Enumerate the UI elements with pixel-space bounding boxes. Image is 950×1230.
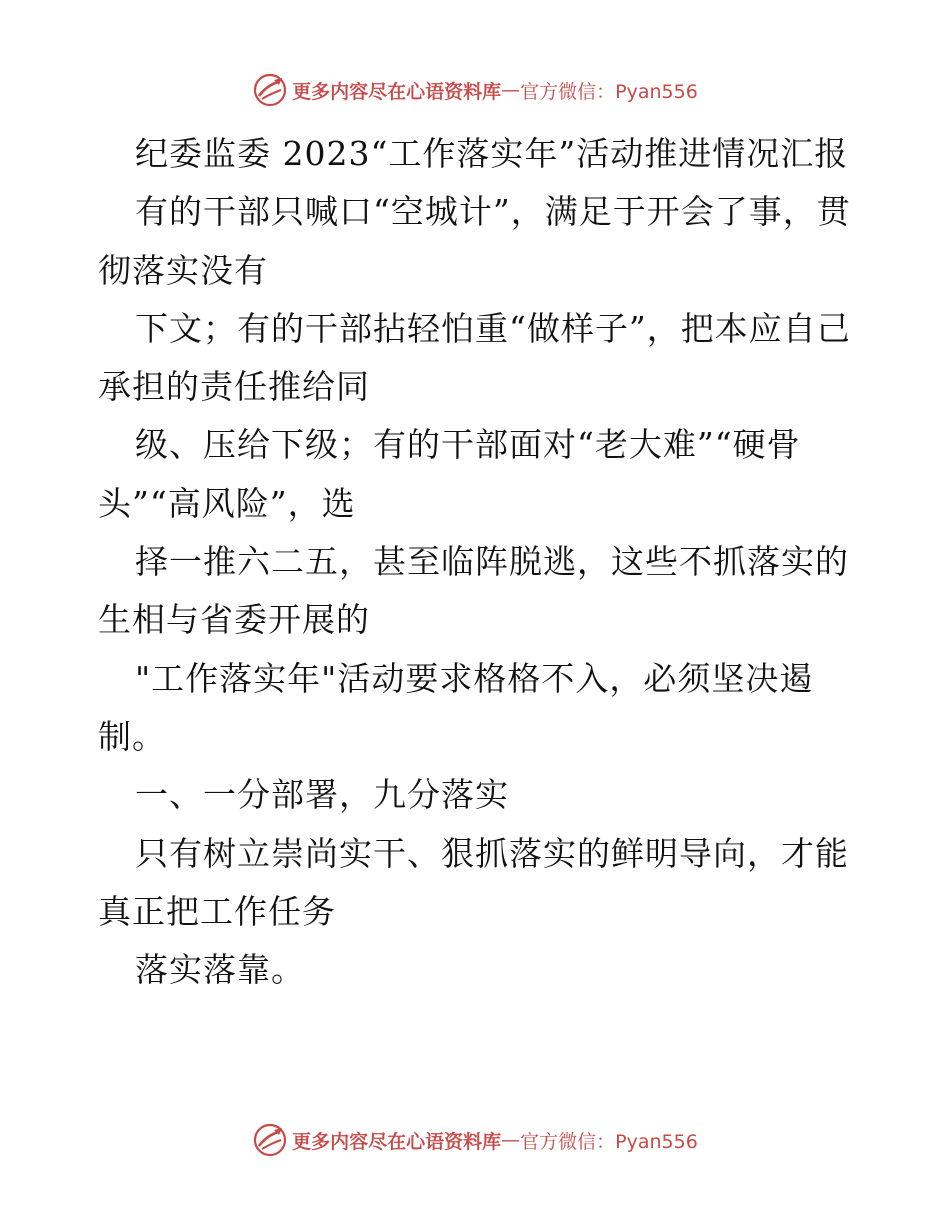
banner-brand-text: 更多内容尽在心语资料库	[292, 1130, 502, 1153]
paragraph: 只有树立崇尚实干、狠抓落实的鲜明导向，才能真正把工作任务	[98, 833, 849, 931]
banner-dash: —	[501, 79, 521, 101]
paragraph: 择一推六二五，甚至临阵脱逃，这些不抓落实的生相与省委开展的	[98, 542, 849, 640]
document-body	[98, 125, 858, 999]
footer-watermark-banner	[0, 1120, 950, 1160]
book-pen-logo-icon	[252, 72, 288, 108]
document-title: 纪委监委 2023“工作落实年”活动推进情况汇报	[135, 134, 849, 173]
banner-dash: —	[501, 1129, 521, 1151]
section-heading: 一、一分部署，九分落实	[135, 775, 509, 815]
book-pen-logo-icon	[252, 1122, 288, 1158]
paragraph: 下文；有的干部拈轻怕重“做样子”，把本应自己承担的责任推给同	[98, 308, 851, 407]
paragraph: 有的干部只喊口“空城计”，满足于开会了事，贯彻落实没有	[98, 192, 851, 290]
banner-wechat-text: 官方微信：Pyan556	[520, 80, 698, 103]
banner-wechat-text: 官方微信：Pyan556	[520, 1130, 698, 1153]
paragraph: 级、压给下级；有的干部面对“老大难”“硬骨头”“高风险”，选	[98, 425, 801, 523]
paragraph: 落实落靠。	[135, 950, 305, 990]
banner-brand-text: 更多内容尽在心语资料库	[292, 80, 502, 103]
paragraph: "工作落实年"活动要求格格不入，必须坚决遏制。	[98, 658, 814, 756]
header-watermark-banner	[0, 70, 950, 110]
